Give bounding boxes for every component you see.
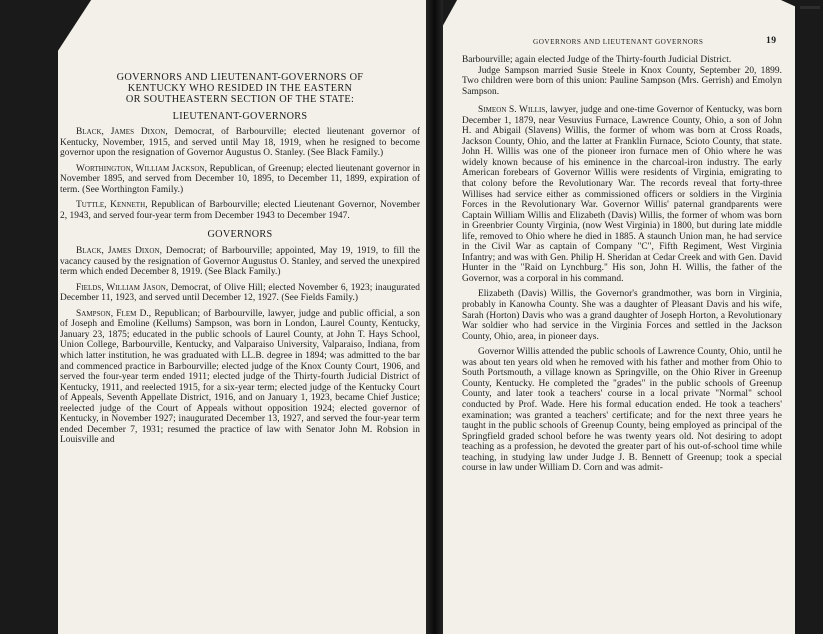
paragraph [462, 347, 782, 474]
entry-name: Worthington, William Jackson, [76, 163, 208, 174]
heading-line: OR SOUTHEASTERN SECTION OF THE STATE: [125, 94, 355, 106]
entry-fields-gov [60, 283, 420, 304]
entry-name: Tuttle, Kenneth, [76, 200, 148, 211]
entry-text: Democrat; of Barbourville; appointed, May 19, 1919, to fill the vacancy caused by the resignation of Governor Augustus O. Stanley, and served the unexpired term which ended December 8, 1919. (See Black Family.) [60, 246, 420, 278]
paragraph-text: lawyer, judge and one-time Governor of Kentucky, was born December 1, 1879, near Vesuvius Furnace, Lawrence County, Ohio, a son of John H. and Abigail (Slavens) Willis, the former of whom was born at Cross Roads, Jackson County, Ohio, and the latter at Franklin Furnace, Scioto County, that state. John H. Willis was one of the pioneer iron furnace men of Ohio where he was widely known because of his eminence in the charcoal-iron industry. The early American forebears of Governor Willis were residents of Virginia, emigrating to that colony before the Revolutionary War. The records reveal that forty-three Willises had service either as commissioned officers or soldiers in the Virginia Forces in the Revolutionary War. Governor Willis' paternal grandparents were Captain William Willis and Elizabeth (Davis) Willis, the former of whom was born in Greenbrier County Virginia, (now West Virginia) in 1800, but during late middle life, removed to Ohio where he died in 1885. A staunch Union man, he had service in the Civil War as captain of Company "C", Fifth Regiment, West Virginia Infantry; and was with Gen. Philip H. Sheridan at Cedar Creek and with Gen. David Hunter in the "Raid on Lynchburg." His son, John H. Willis, the father of the Governor, was a corporal in his command. [462, 105, 782, 284]
paragraph [462, 66, 782, 98]
heading-line: GOVERNORS AND LIEUTENANT-GOVERNORS OF [116, 72, 364, 83]
governors-heading: GOVERNORS [207, 228, 273, 240]
running-head-title: GOVERNORS AND LIEUTENANT GOVERNORS [533, 38, 704, 46]
entry-name: Simeon S. Willis, [478, 105, 548, 116]
paragraph [462, 289, 782, 342]
entry-text: Democrat, of Barbourville; elected lieutenant governor of Kentucky, November, 1915, and served until May 18, 1919, when he resigned to become governor upon the resignation of Governor Augustus O. Stanley. (See Black Family.) [60, 127, 420, 159]
entry-tuttle-lt [60, 200, 420, 221]
entry-black-lt [60, 127, 420, 159]
paragraph-text: Judge Sampson married Susie Steele in Knox County, September 20, 1899. Two children were born of this union: Pauline Sampson (Mrs. Gerrish) and Emolyn Sampson. [462, 65, 782, 97]
entry-text: Republican; of Barbourville, lawyer, judge and public official, a son of Joseph and Emoline (Kellums) Sampson, was born in London, Laurel County, Kentucky, January 23, 1875; educated in the public schools of Laurel County, at John T. Hays School, Union College, Barbourville, Kentucky, and Valparaiso University, Valparaiso, Indiana, from which latter institution, he was graduated with LL.B. degree in 1894; was admitted to the bar and commenced practice in Barbourville; elected judge of the Knox County Court, 1906, and served the four-year term ended 1911; elected judge of the Thirty-fourth Judicial District of Kentucky, 1911, and reelected 1915, for a six-year term; elected judge of the Kentucky Court of Appeals, Seventh Appellate District, 1916, and on January 1, 1923, became Chief Justice; reelected judge of the Court of Appeals without opposition 1924; elected governor of Kentucky, in November 1927; inaugurated December 13, 1927, and served the four-year term ended December 7, 1931; resumed the practice of law with Senator John M. Robsion in Louisville and [60, 308, 420, 446]
paragraph-text: Barbourville; again elected Judge of the Thirty-fourth Judicial District. [462, 55, 732, 65]
entry-name: Black, James Dixon, [76, 127, 168, 138]
entry-text: Republican, of Greenup; elected lieutenant governor in November 1895, and served from December 10, 1895, to December 11, 1899, expiration of term. (See Worthington Family.) [60, 163, 420, 195]
entry-name: Sampson, Flem D., [76, 308, 152, 319]
left-page-text [60, 72, 420, 446]
entry-name: Black, James Dixon, [76, 246, 162, 257]
entry-black-gov [60, 246, 420, 278]
paragraph-text: Governor Willis attended the public schools of Lawrence County, Ohio, until he was about ten years old when he removed with his father and mother from Ohio to South Portsmouth, a village known as Springville, on the Ohio River in Greenup County, Kentucky. He completed the "grades" in the public schools of Greenup County, and later took a teachers' course in a local private "Normal" school conducted by Prof. Wade. Here his formal education ended. He took a teachers' examination; was granted a teachers' certificate; and for the next three years he taught in the public schools of Greenup County, being employed as principal of the Springfield graded school before he was twenty years old. Not desiring to adopt teaching as a profession, he devoted the greater part of his out-of-school time while teaching, in studying law under Judge J. B. Bennett of Greenup; took a special course in law under William D. Corn and was admit- [462, 347, 782, 474]
paragraph-willis [462, 105, 782, 284]
paragraph-text: Elizabeth (Davis) Willis, the Governor's grandmother, was born in Virginia, probably in Kanowha County. She was a daughter of Pleasant Davis and his wife, Sarah (Horton) Davis who was a grand daughter of Joseph Horton, a Revolutionary War soldier who had service in the Virginia Forces and settled in the Jackson County, Ohio, area, in pioneer days. [462, 289, 782, 342]
entry-text: Republican of Barbourville; elected Lieutenant Governor, November 2, 1943, and served four-year term from December 1943 to December 1947. [60, 200, 420, 221]
entry-text: Democrat, of Olive Hill; elected November 6, 1923; inaugurated December 11, 1923, and served until December 12, 1927. (See Fields Family.) [60, 282, 420, 304]
book-gutter [426, 0, 443, 634]
paragraph [462, 55, 782, 66]
chapter-heading [60, 72, 420, 106]
right-page-text [462, 55, 782, 474]
heading-line: KENTUCKY WHO RESIDED IN THE EASTERN [127, 83, 353, 95]
entry-worthington-lt [60, 164, 420, 196]
entry-sampson-gov [60, 309, 420, 446]
corner-mark [800, 6, 820, 9]
lieutenant-governors-heading: LIEUTENANT-GOVERNORS [172, 110, 308, 122]
entry-name: Fields, William Jason, [76, 282, 169, 293]
page-number: 19 [766, 35, 777, 46]
